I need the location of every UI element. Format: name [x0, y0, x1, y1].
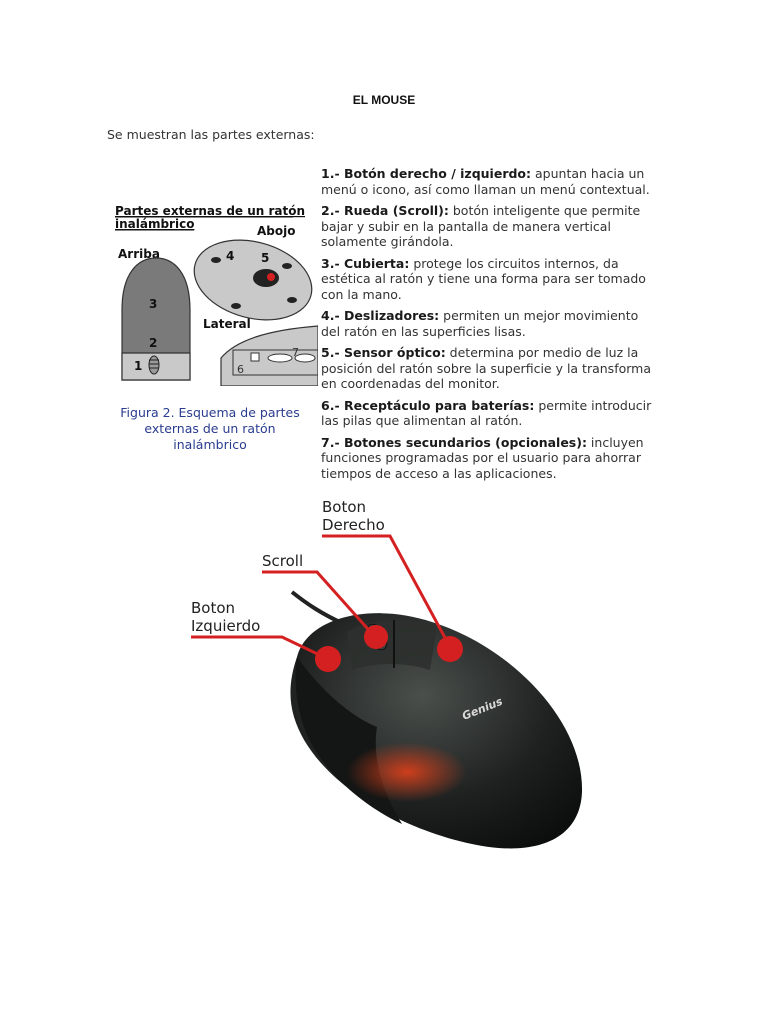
label-scroll: Scroll [262, 552, 304, 570]
part-term: 6.- Receptáculo para baterías: [321, 397, 535, 413]
figure-caption: Figura 2. Esquema de partes externas de un ratón inalámbrico [120, 405, 300, 452]
part-item [321, 256, 661, 303]
part-item [321, 398, 661, 429]
part-item [321, 345, 661, 392]
mouse-photo [172, 492, 596, 862]
intro-text: Se muestran las partes externas: [107, 127, 315, 142]
part-desc: incluyen funciones programadas por el usuario para ahorrar tiempos de acceso a las aplicaciones. [321, 434, 644, 481]
part-item [321, 166, 661, 197]
num-1: 1 [134, 359, 143, 373]
part-term: 3.- Cubierta: [321, 255, 410, 271]
label-lateral: Lateral [203, 317, 251, 331]
part-item [321, 308, 661, 339]
part-term: 4.- Deslizadores: [321, 308, 440, 323]
num-7: 7 [292, 346, 299, 359]
document-title: EL MOUSE [352, 93, 416, 107]
part-desc: apuntan hacia un menú o icono, así como llaman un menú contextual. [321, 166, 650, 197]
num-4: 4 [226, 249, 235, 263]
part-desc: botón inteligente que permite bajar y subir en la pantalla de manera vertical solamente girándola. [321, 203, 641, 249]
num-3: 3 [149, 297, 158, 311]
diagram-heading-line2: inalámbrico [115, 217, 195, 231]
part-term: 1.- Botón derecho / izquierdo: [321, 166, 532, 181]
num-6: 6 [237, 363, 244, 376]
label-arriba: Arriba [118, 247, 160, 261]
label-boton-derecho-line2: Derecho [322, 516, 385, 534]
part-desc: permiten un mejor movimiento del ratón en las superficies lisas. [321, 308, 639, 339]
diagram-heading-line1: Partes externas de un ratón [115, 204, 306, 218]
part-desc: protege los circuitos internos, da estética al ratón y tiene una forma para ser tomado con la mano. [321, 255, 646, 302]
part-desc: permite introducir las pilas que alimentan al ratón. [321, 397, 652, 428]
num-5: 5 [261, 251, 270, 265]
brand-logo: Genius [460, 694, 505, 723]
num-2: 2 [149, 336, 158, 350]
part-term: 2.- Rueda (Scroll): [321, 203, 449, 218]
mouse-cable [292, 592, 344, 624]
part-term: 7.- Botones secundarios (opcionales): [321, 434, 587, 450]
label-abajo: Abojo [257, 224, 296, 238]
part-desc: determina por medio de luz la posición del ratón sobre la superficie y la transforma en coordenadas del monitor. [321, 345, 651, 391]
mouse-side-view [221, 326, 318, 386]
mouse-top-view [122, 258, 190, 380]
part-term: 5.- Sensor óptico: [321, 345, 446, 360]
label-boton-izquierdo-line2: Izquierdo [191, 617, 261, 635]
label-boton-derecho-line1: Boton [322, 498, 367, 516]
mouse-parts-diagram [108, 198, 318, 386]
label-boton-izquierdo-line1: Boton [191, 599, 236, 617]
part-item [321, 435, 661, 482]
part-item [321, 203, 661, 250]
parts-list [321, 166, 661, 487]
